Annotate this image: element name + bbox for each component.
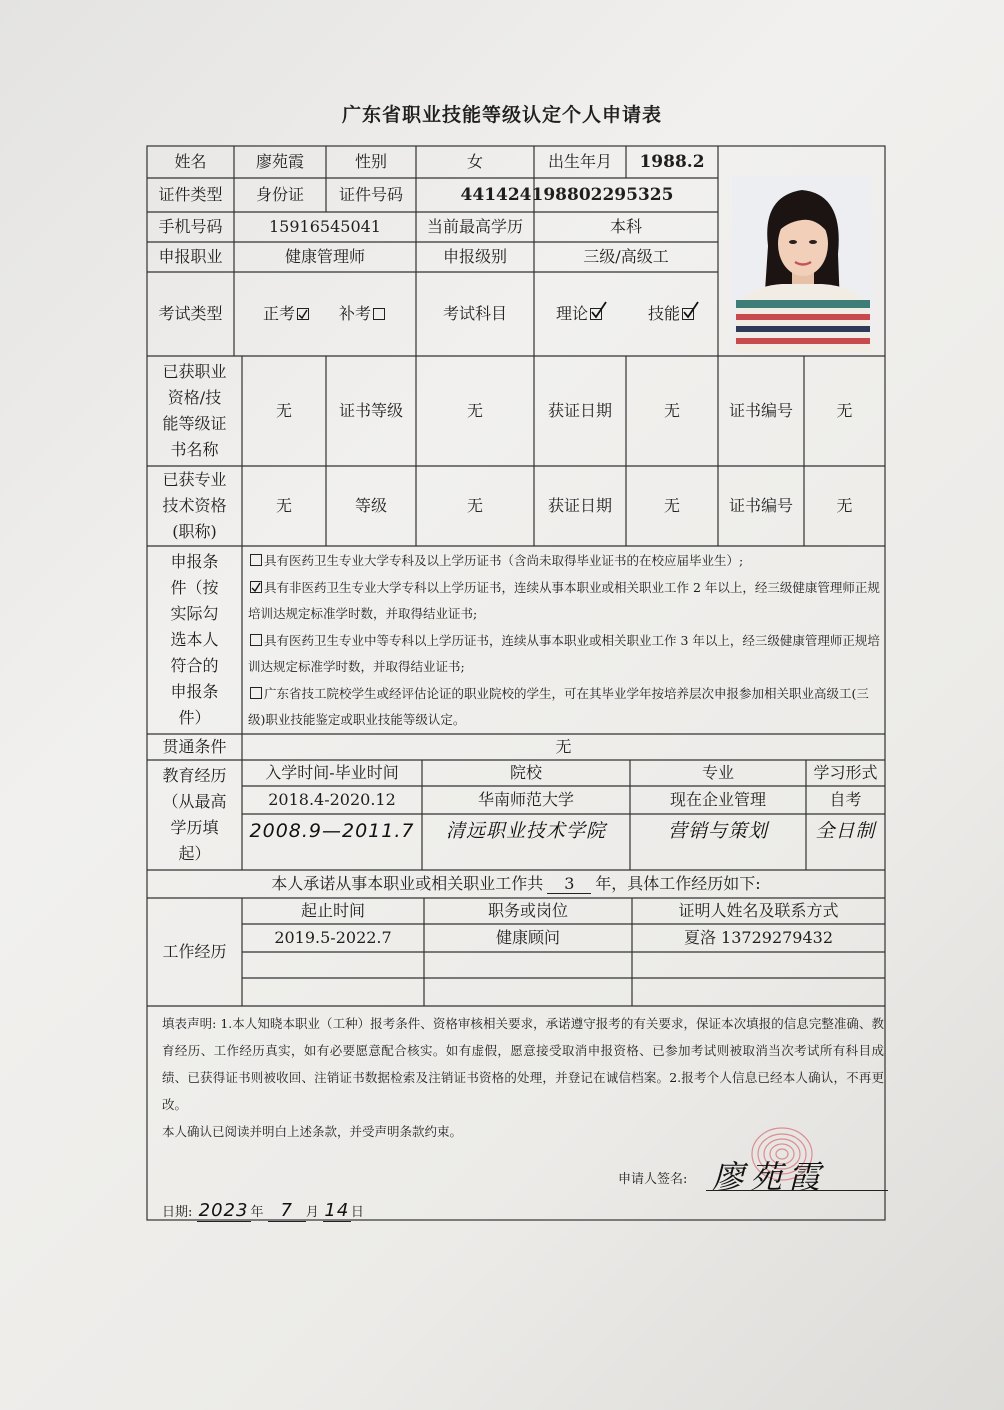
- label-conditions: 申报条件（按实际勾选本人符合的申报条件）: [170, 552, 219, 727]
- applicant-photo: [732, 176, 872, 352]
- label-tech-level: 等级: [354, 495, 387, 515]
- label-exam-subject: 考试科目: [442, 303, 507, 323]
- label-cert-name: 已获职业资格/技能等级证书名称: [162, 362, 227, 459]
- edu-row-2-mode: 全日制: [815, 819, 876, 842]
- label-name: 姓名: [174, 151, 207, 171]
- exam-skill-checkbox[interactable]: [682, 308, 694, 320]
- declaration-text: 填表声明: 1.本人知晓本职业（工种）报考条件、资格审核相关要求，承诺遵守报考的有关要求，保证本次填报的信息完整准确、教育经历、工作经历真实，如有必要愿意配合核实。如有虚假，愿意接受取消申报资格、已参加考试则被取消当次考试所有科目成绩、已获得证书则被收回、注销证书数据检索及注销证书资格的处理，并登记在诚信档案。2.报考个人信息已经本人确认，不再更改。: [162, 1016, 884, 1112]
- label-tech-no: 证书编号: [728, 495, 793, 515]
- date-year: 2023: [197, 1200, 251, 1222]
- label-tech-date: 获证日期: [547, 495, 612, 515]
- exam-type-options: [234, 272, 416, 356]
- value-name: 廖苑霞: [255, 151, 304, 171]
- value-occupation: 健康管理师: [284, 246, 365, 266]
- value-phone: 15916545041: [269, 216, 381, 236]
- value-id-no: 441424198802295325: [460, 184, 674, 205]
- exam-regular-checkbox[interactable]: [297, 308, 309, 320]
- edu-row-1-mode: 自考: [829, 789, 862, 809]
- value-tech-title: 无: [275, 495, 292, 515]
- condition-1-checkbox[interactable]: [250, 554, 262, 566]
- edu-row-2-school: 清远职业技术学院: [445, 819, 606, 842]
- signature-line: [706, 1190, 888, 1191]
- edu-header-mode: 学习形式: [813, 762, 878, 782]
- value-education: 本科: [609, 216, 642, 236]
- label-id-type: 证件类型: [158, 184, 223, 204]
- date-month: 7: [268, 1200, 306, 1222]
- condition-item: 具有医药卫生专业大学专科及以上学历证书（含尚未取得毕业证书的在校应届毕业生）;: [248, 548, 884, 575]
- label-cert-no: 证书编号: [728, 400, 793, 420]
- exam-makeup-checkbox[interactable]: [373, 308, 385, 320]
- value-birth: 1988.2: [639, 151, 705, 172]
- value-through: 无: [555, 736, 572, 756]
- edu-row-2-major: 营销与策划: [667, 819, 768, 842]
- value-cert-date: 无: [663, 400, 680, 420]
- work-header-position: 职务或岗位: [487, 900, 568, 920]
- work-row-1-reference: 夏洛 13729279432: [683, 927, 834, 947]
- edu-header-time: 入学时间-毕业时间: [265, 762, 399, 782]
- label-edu-history: 教育经历（从最高学历填起）: [162, 766, 227, 863]
- label-work-history: 工作经历: [162, 941, 227, 961]
- label-cert-date: 获证日期: [547, 400, 612, 420]
- value-cert-name: 无: [275, 400, 292, 420]
- signature-label: 申请人签名:: [618, 1172, 688, 1187]
- label-exam-type: 考试类型: [158, 303, 223, 323]
- work-row-1-position: 健康顾问: [495, 927, 560, 947]
- condition-3-checkbox[interactable]: [250, 634, 262, 646]
- label-education: 当前最高学历: [426, 216, 523, 236]
- work-header-time: 起止时间: [300, 900, 365, 920]
- label-occupation: 申报职业: [158, 246, 223, 266]
- work-row-1-time: 2019.5-2022.7: [274, 927, 392, 947]
- exam-subject-options: [534, 272, 718, 356]
- label-through: 贯通条件: [162, 736, 227, 756]
- edu-header-school: 院校: [509, 762, 542, 782]
- condition-item: 具有非医药卫生专业大学专科以上学历证书，连续从事本职业或相关职业工作 2 年以上，经三级健康管理师正规培训达规定标准学时数，并取得结业证书;: [248, 579, 880, 621]
- work-header-reference: 证明人姓名及联系方式: [678, 900, 839, 920]
- date-row: 日期: 2023 年 7 月 14 日: [162, 1200, 364, 1221]
- value-tech-no: 无: [836, 495, 853, 515]
- exam-theory-label: 理论: [555, 303, 588, 323]
- work-statement: 本人承诺从事本职业或相关职业工作共 3 年，具体工作经历如下:: [271, 873, 761, 893]
- value-cert-level: 无: [466, 400, 483, 420]
- edu-row-2-time: 2008.9—2011.7: [249, 819, 415, 842]
- value-tech-date: 无: [663, 495, 680, 515]
- edu-header-major: 专业: [701, 762, 734, 782]
- label-phone: 手机号码: [158, 216, 223, 236]
- confirm-text: 本人确认已阅读并明白上述条款，并受声明条款约束。: [162, 1124, 463, 1139]
- applicant-signature: 廖苑霞: [712, 1158, 827, 1196]
- label-id-no: 证件号码: [338, 184, 403, 204]
- value-id-type: 身份证: [255, 184, 304, 204]
- edu-row-1-time: 2018.4-2020.12: [268, 789, 396, 809]
- edu-row-1-school: 华南师范大学: [477, 789, 574, 809]
- value-cert-no: 无: [836, 400, 853, 420]
- exam-regular-label: 正考: [262, 303, 295, 323]
- work-years: 3: [547, 875, 591, 894]
- label-cert-level: 证书等级: [338, 400, 403, 420]
- value-level: 三级/高级工: [583, 246, 669, 266]
- exam-theory-checkbox[interactable]: [590, 308, 602, 320]
- condition-4-checkbox[interactable]: [250, 687, 262, 699]
- label-level: 申报级别: [442, 246, 507, 266]
- label-birth: 出生年月: [547, 151, 612, 171]
- label-tech-title: 已获专业技术资格(职称): [162, 470, 227, 541]
- date-day: 14: [324, 1200, 350, 1221]
- conditions-list: [248, 548, 884, 734]
- date-label: 日期:: [162, 1205, 193, 1220]
- label-gender: 性别: [354, 151, 387, 171]
- condition-2-checkbox[interactable]: [250, 581, 262, 593]
- value-gender: 女: [466, 151, 483, 171]
- condition-item: 具有医药卫生专业中等专科以上学历证书，连续从事本职业或相关职业工作 3 年以上，经三级健康管理师正规培训达规定标准学时数，并取得结业证书;: [248, 632, 880, 674]
- form-title: 广东省职业技能等级认定个人申请表: [341, 104, 662, 126]
- exam-skill-label: 技能: [648, 303, 681, 323]
- edu-row-1-major: 现在企业管理: [669, 789, 766, 809]
- exam-makeup-label: 补考: [339, 303, 372, 323]
- value-tech-level: 无: [466, 495, 483, 515]
- condition-item: 广东省技工院校学生或经评估论证的职业院校的学生，可在其毕业学年按培养层次申报参加相关职业高级工(三级)职业技能鉴定或职业技能等级认定。: [248, 685, 869, 727]
